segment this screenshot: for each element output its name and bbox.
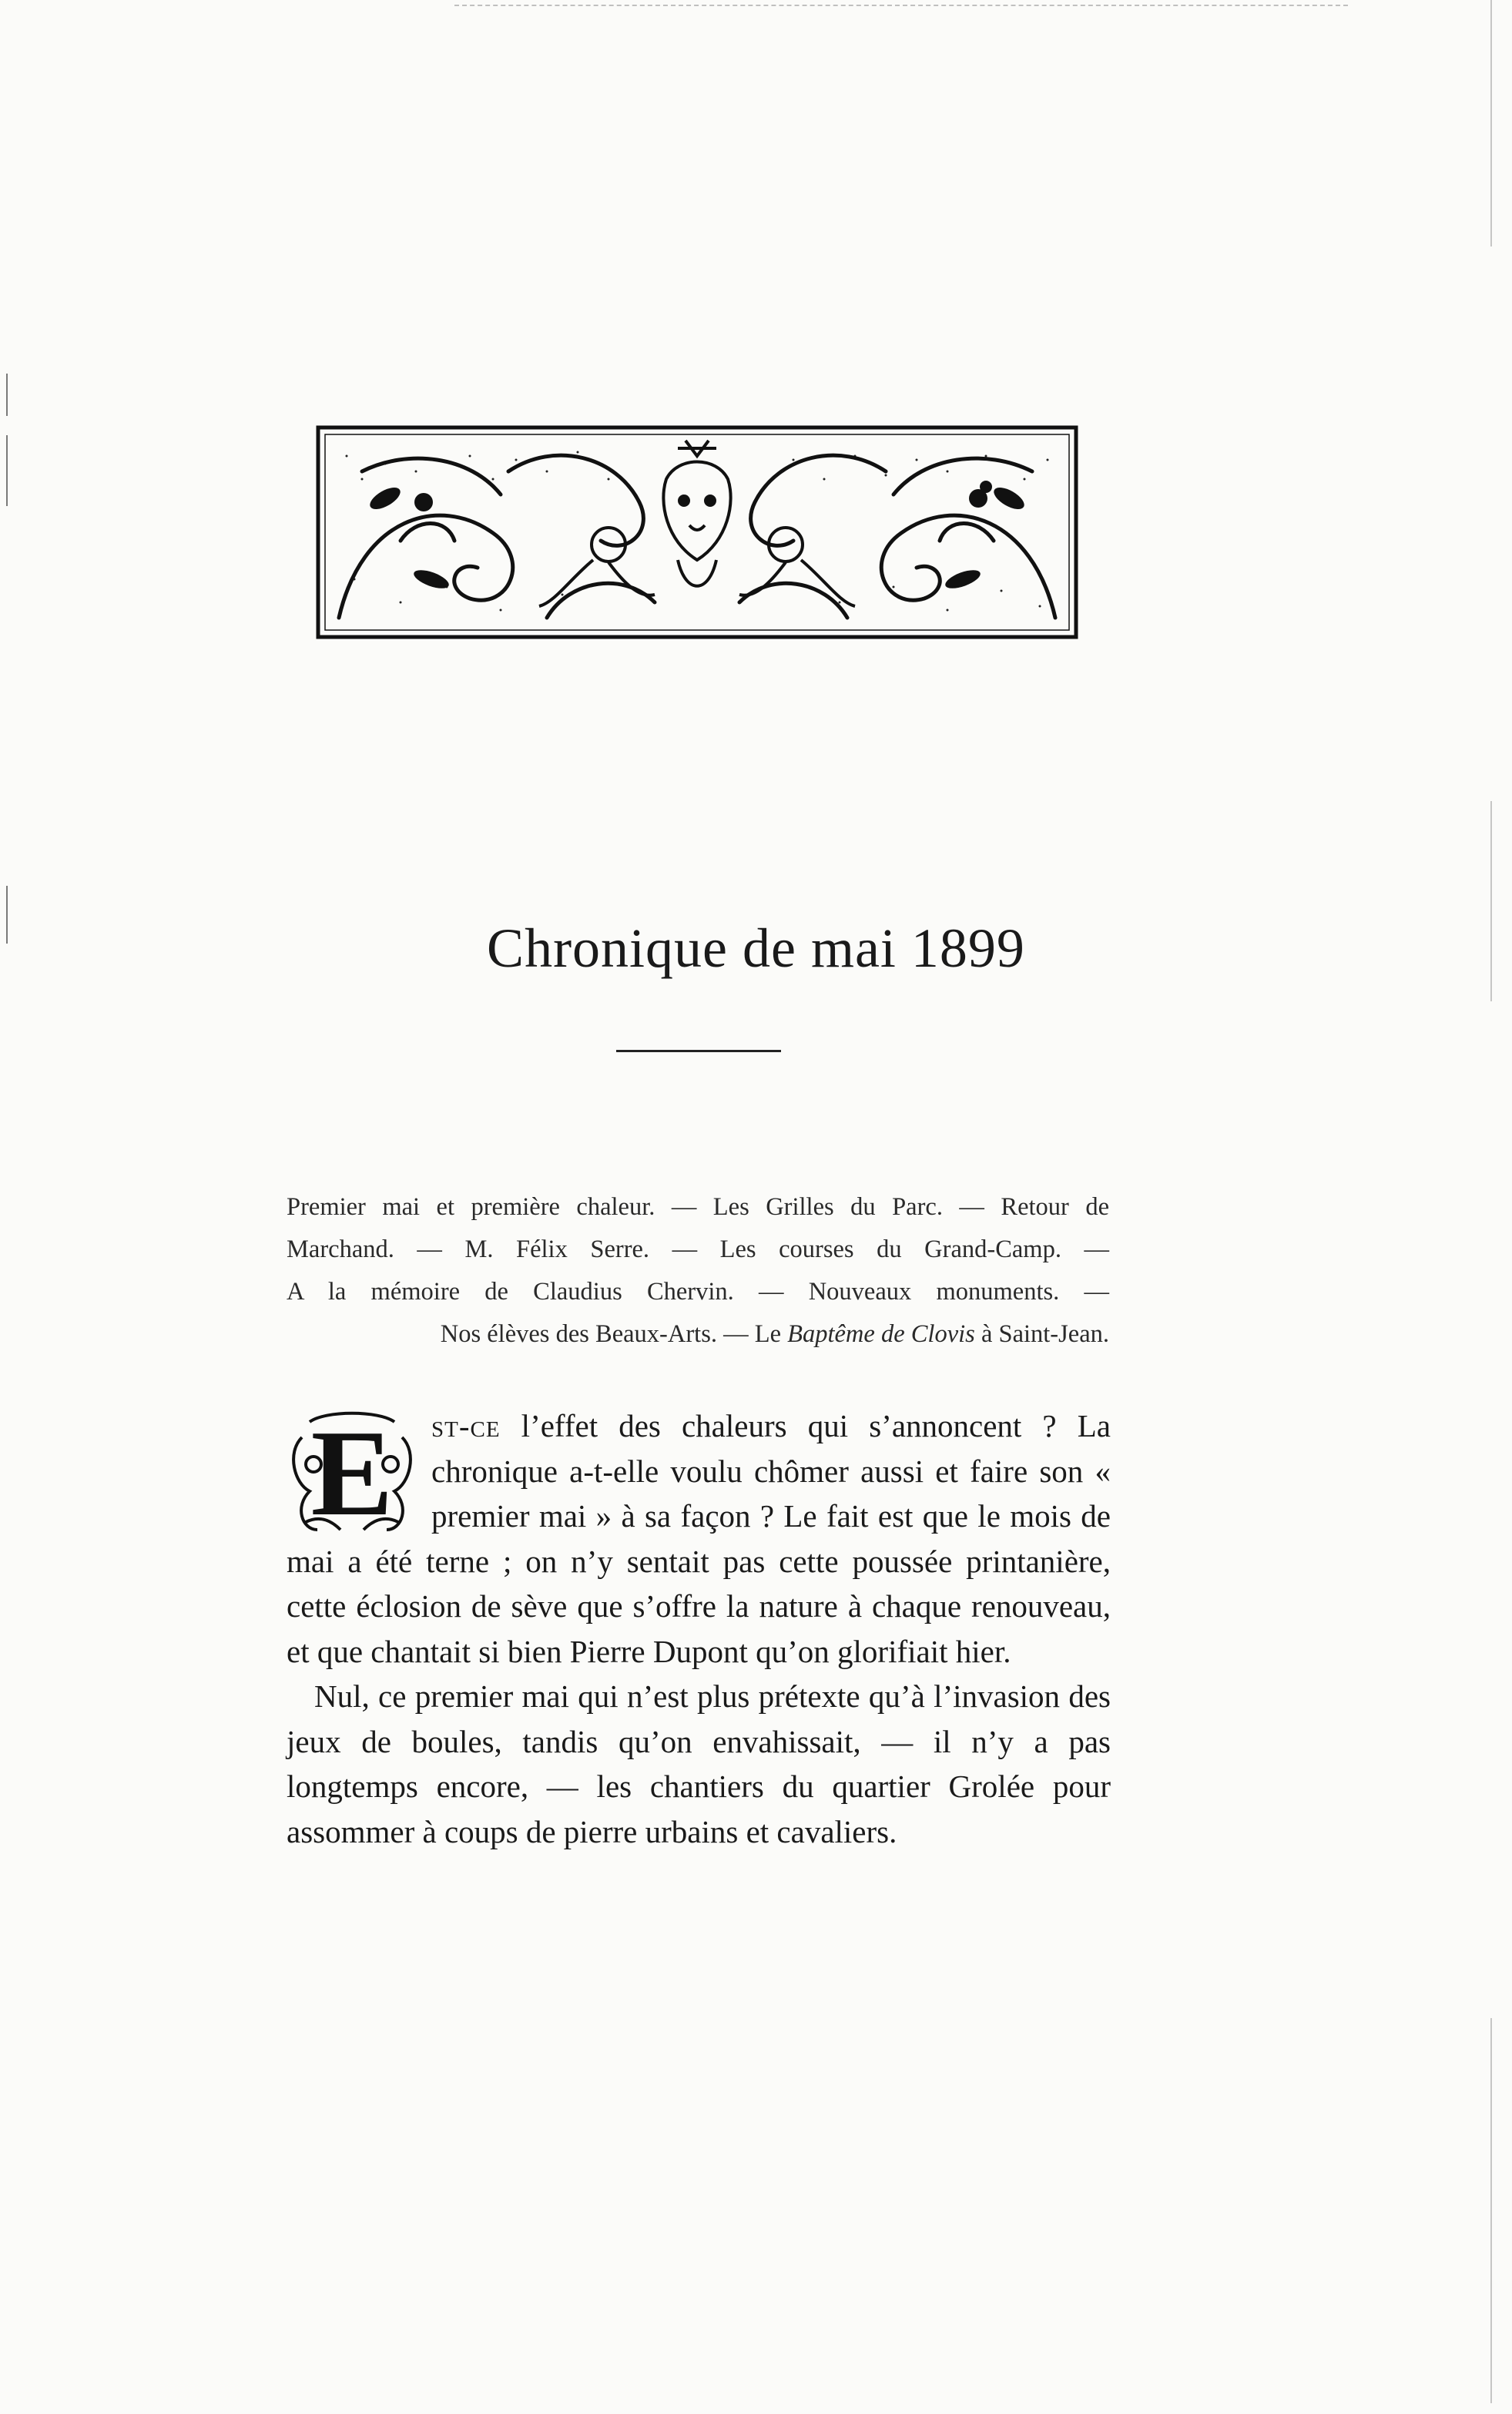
scan-edge-right xyxy=(1490,0,1492,246)
scan-edge-top xyxy=(454,5,1348,6)
summary-line: Premier mai et première chaleur. — Les Grilles du Parc. — Retour de xyxy=(287,1193,1109,1221)
scan-edge-right xyxy=(1490,2018,1492,2403)
dropcap-ornament xyxy=(287,1406,417,1536)
ornamental-headpiece xyxy=(316,425,1078,639)
summary-line-last xyxy=(303,1313,1109,1356)
dropcap-letter: E xyxy=(310,1406,394,1536)
chapter-title: Chronique de mai 1899 xyxy=(487,917,1025,979)
chapter-summary xyxy=(287,1186,1109,1356)
summary-last-before: Nos élèves des Beaux-Arts. — Le xyxy=(440,1320,788,1348)
scan-edge-left-mark xyxy=(6,471,8,506)
paragraph-1-smallcaps: st-ce xyxy=(431,1408,501,1443)
paragraph-2: Nul, ce premier mai qui n’est plus prétexte qu’à l’invasion des jeux de boules, tandis qu’on envahissait, — il n’y a pas longtemps encore, — les chantiers du quartier Grolée pour assommer à coups de pierre urbains et cavaliers. xyxy=(287,1678,1111,1849)
summary-line: A la mémoire de Claudius Chervin. — Nouveaux monuments. — xyxy=(287,1278,1109,1306)
paragraph-1-text: l’effet des chaleurs qui s’annoncent ? La chronique a-t-elle voulu chômer aussi et faire son « premier mai » à sa façon ? Le fait est que le mois de mai a été terne ; on n’y sentait pas cette poussée printanière, cette éclosion de sève que s’offre la nature à chaque renouveau, et que chantait si bien Pierre Dupont qu’on glorifiait hier. xyxy=(287,1408,1111,1669)
chapter-body xyxy=(287,1403,1111,1854)
scan-edge-left-mark xyxy=(6,374,8,416)
summary-line: Marchand. — M. Félix Serre. — Les courses du Grand-Camp. — xyxy=(287,1235,1109,1263)
summary-last-after: à Saint-Jean. xyxy=(974,1320,1109,1348)
title-rule xyxy=(616,1050,781,1052)
summary-last-italic: Baptême de Clovis xyxy=(787,1320,975,1348)
